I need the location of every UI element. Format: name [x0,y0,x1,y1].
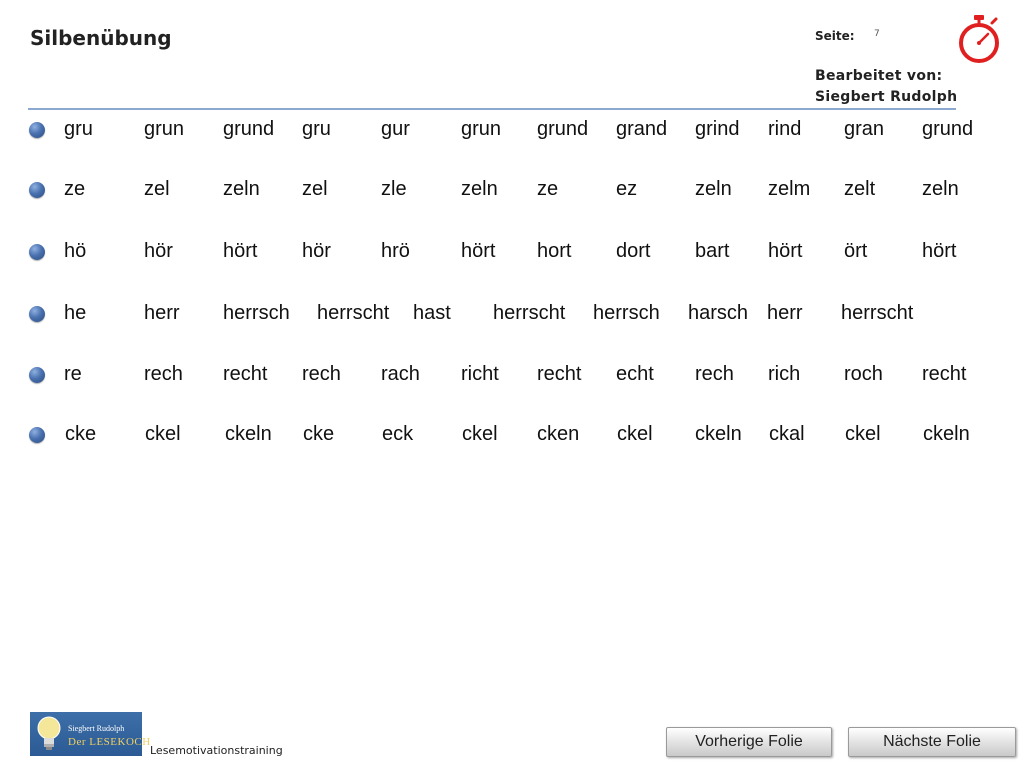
header-divider [28,108,956,110]
syllable-word: ckel [617,423,653,445]
lesekoch-logo [30,712,151,756]
syllable-word: ckeln [695,423,742,445]
syllable-word: zel [302,178,328,200]
syllable-word: grand [616,118,668,140]
syllable-word: zeln [922,178,959,200]
syllable-word: hört [768,240,803,262]
syllable-word: recht [922,363,967,385]
previous-slide-button[interactable]: Vorherige Folie [666,727,832,757]
footer-caption: Lesemotivationstraining [150,744,283,757]
row-bullet-button[interactable] [29,367,45,383]
syllable-word: zeln [223,178,260,200]
syllable-word: cke [65,423,97,445]
syllable-word: hrö [381,240,410,262]
row-bullet-button[interactable] [29,122,45,138]
syllable-word: herr [767,302,803,324]
syllable-word: zelt [844,178,876,200]
page-label: Seite: [815,29,855,43]
editor-info [815,66,957,108]
syllable-word: ckel [145,423,181,445]
syllable-word: rech [695,363,734,385]
page-number: 7 [874,29,880,39]
syllable-word: grund [537,118,589,140]
syllable-word: ckeln [225,423,272,445]
syllable-word: recht [223,363,268,385]
editor-line-2: Siegbert Rudolph [815,89,958,105]
syllable-word: grund [223,118,275,140]
syllable-word: zle [381,178,407,200]
row-bullet-button[interactable] [29,427,45,443]
syllable-word: ckal [769,423,805,445]
editor-line-1: Bearbeitet von: [815,68,943,84]
syllable-word: zeln [461,178,498,200]
syllable-word: rich [768,363,801,385]
next-slide-button[interactable]: Nächste Folie [848,727,1016,757]
syllable-row [0,240,1024,270]
syllable-word: herrscht [493,302,566,324]
syllable-word: ckel [462,423,498,445]
syllable-word: richt [461,363,499,385]
syllable-word: grun [461,118,502,140]
syllable-word: hört [922,240,957,262]
syllable-word: zeln [695,178,732,200]
syllable-word: ckel [845,423,881,445]
syllable-word: hör [302,240,331,262]
syllable-word: hört [461,240,496,262]
syllable-word: gran [844,118,885,140]
syllable-word: he [64,302,87,324]
syllable-word: rech [144,363,183,385]
syllable-word: hör [144,240,173,262]
syllable-word: grind [695,118,740,140]
syllable-word: eck [382,423,414,445]
lightbulb-icon [34,714,64,754]
syllable-word: dort [616,240,651,262]
logo-author: Siegbert Rudolph [68,724,125,733]
syllable-word: herrscht [841,302,914,324]
syllable-word: harsch [688,302,749,324]
syllable-word: echt [616,363,654,385]
syllable-word: ört [844,240,868,262]
stopwatch-icon[interactable] [954,13,1004,65]
logo-brand: Der LESEKOCH [68,736,151,748]
syllable-word: herrsch [593,302,660,324]
syllable-word: zelm [768,178,811,200]
syllable-word: gur [381,118,410,140]
syllable-word: ez [616,178,638,200]
page-title: Silbenübung [30,26,172,50]
syllable-word: cken [537,423,580,445]
syllable-word: gru [64,118,93,140]
syllable-word: bart [695,240,730,262]
syllable-word: grun [144,118,185,140]
syllable-word: hast [413,302,451,324]
syllable-word: roch [844,363,883,385]
row-bullet-button[interactable] [29,306,45,322]
syllable-word: herr [144,302,180,324]
row-bullet-button[interactable] [29,244,45,260]
syllable-word: ze [537,178,559,200]
syllable-word: ze [64,178,86,200]
syllable-word: rech [302,363,341,385]
syllable-word: grund [922,118,974,140]
syllable-row [0,363,1024,393]
syllable-word: zel [144,178,170,200]
syllable-row [0,118,1024,148]
syllable-word: gru [302,118,331,140]
syllable-word: rach [381,363,420,385]
syllable-word: ckeln [923,423,970,445]
syllable-word: recht [537,363,582,385]
syllable-word: hö [64,240,87,262]
syllable-word: hort [537,240,572,262]
syllable-word: herrsch [223,302,290,324]
syllable-word: rind [768,118,802,140]
syllable-word: herrscht [317,302,390,324]
row-bullet-button[interactable] [29,182,45,198]
syllable-word: cke [303,423,335,445]
syllable-row [0,423,1024,453]
syllable-word: re [64,363,82,385]
syllable-row [0,302,1024,332]
syllable-row [0,178,1024,208]
syllable-word: hört [223,240,258,262]
